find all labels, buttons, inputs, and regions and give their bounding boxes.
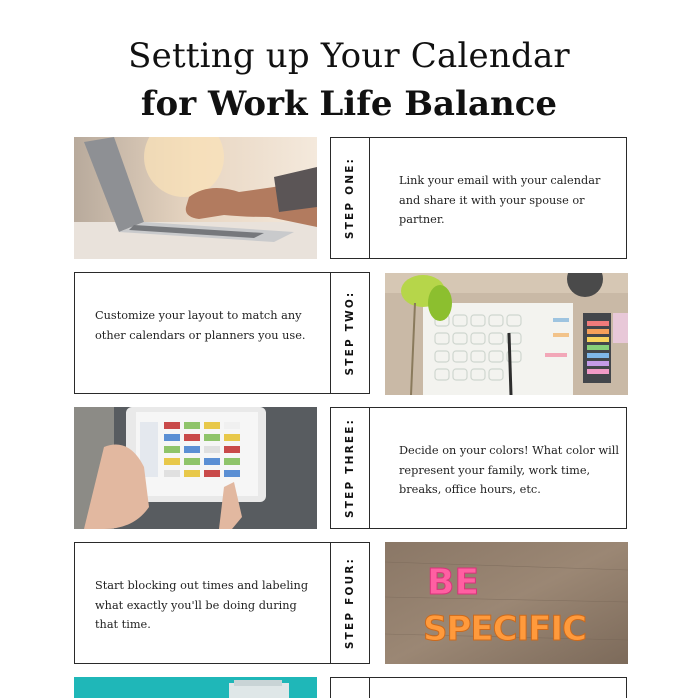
tablet-calendar-photo [74, 407, 317, 529]
be-specific-photo [385, 542, 628, 664]
step-one-label: STEP ONE: [330, 137, 370, 259]
step-three-label: STEP THREE: [330, 407, 370, 529]
step-four-text: Start blocking out times and labeling what exactly you'll be doing during that time. [95, 579, 309, 631]
photo-text-line-2: SPECIFIC [423, 609, 587, 649]
photo-text-line-1: BE [427, 562, 480, 603]
step-four-label: STEP FOUR: [330, 542, 370, 664]
teal-desk-photo [74, 677, 317, 698]
step-three-text: Decide on your colors! What color will represent your family, work time, breaks, office hours, etc. [399, 444, 619, 496]
step-two-text: Customize your layout to match any other calendars or planners you use. [95, 309, 306, 342]
step-two-label: STEP TWO: [330, 272, 370, 394]
laptop-typing-photo [74, 137, 317, 259]
page-title-line-2: for Work Life Balance [140, 84, 558, 124]
planner-desk-photo [385, 273, 628, 395]
step-five-box [369, 677, 627, 698]
page-title-line-1: Setting up Your Calendar [128, 36, 570, 76]
step-two-box [74, 272, 331, 394]
step-one-text: Link your email with your calendar and share it with your spouse or partner. [399, 174, 601, 226]
step-five-label [330, 677, 370, 698]
step-four-box [74, 542, 331, 664]
step-three-box [369, 407, 627, 529]
step-one-box [369, 137, 627, 259]
